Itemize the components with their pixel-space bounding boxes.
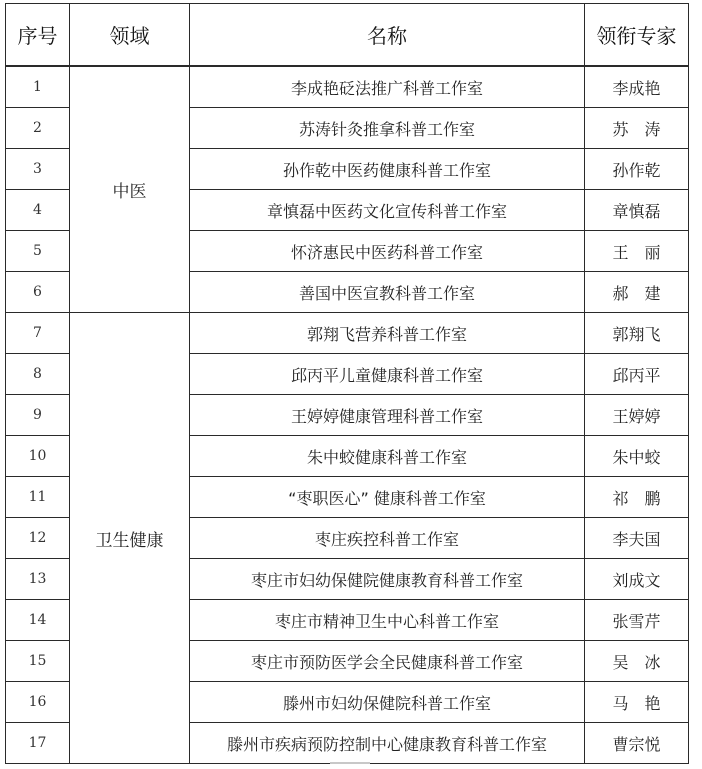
domain-cell: 中医	[70, 66, 190, 313]
row-index-cell: 9	[6, 395, 70, 436]
studio-name-cell: 枣庄疾控科普工作室	[190, 518, 585, 559]
studio-name-cell: 枣庄市妇幼保健院健康教育科普工作室	[190, 559, 585, 600]
table-row	[6, 313, 689, 354]
lead-expert-cell: 张雪芹	[585, 600, 689, 641]
row-index-cell: 2	[6, 108, 70, 149]
studio-table	[5, 3, 689, 764]
row-index-cell: 1	[6, 66, 70, 108]
row-index-cell: 13	[6, 559, 70, 600]
studio-name-cell: 朱中蛟健康科普工作室	[190, 436, 585, 477]
row-index-cell: 14	[6, 600, 70, 641]
lead-expert-cell: 李成艳	[585, 66, 689, 108]
studio-name-cell: 王婷婷健康管理科普工作室	[190, 395, 585, 436]
studio-name-cell: 怀济惠民中医药科普工作室	[190, 231, 585, 272]
row-index-cell: 5	[6, 231, 70, 272]
studio-name-cell: “枣职医心” 健康科普工作室	[190, 477, 585, 518]
lead-expert-cell: 苏 涛	[585, 108, 689, 149]
lead-expert-cell: 邱丙平	[585, 354, 689, 395]
row-index-cell: 7	[6, 313, 70, 354]
lead-expert-cell: 王婷婷	[585, 395, 689, 436]
header-index: 序号	[6, 4, 70, 67]
lead-expert-cell: 祁 鹏	[585, 477, 689, 518]
lead-expert-cell: 郝 建	[585, 272, 689, 313]
row-index-cell: 16	[6, 682, 70, 723]
table-header	[6, 4, 689, 67]
row-index-cell: 8	[6, 354, 70, 395]
studio-name-cell: 滕州市疾病预防控制中心健康教育科普工作室	[190, 723, 585, 764]
lead-expert-cell: 曹宗悦	[585, 723, 689, 764]
lead-expert-cell: 朱中蛟	[585, 436, 689, 477]
header-domain: 领域	[70, 4, 190, 67]
studio-name-cell: 枣庄市预防医学会全民健康科普工作室	[190, 641, 585, 682]
studio-name-cell: 李成艳砭法推广科普工作室	[190, 66, 585, 108]
row-index-cell: 17	[6, 723, 70, 764]
studio-name-cell: 枣庄市精神卫生中心科普工作室	[190, 600, 585, 641]
row-index-cell: 4	[6, 190, 70, 231]
row-index-cell: 10	[6, 436, 70, 477]
lead-expert-cell: 马 艳	[585, 682, 689, 723]
studio-name-cell: 邱丙平儿童健康科普工作室	[190, 354, 585, 395]
lead-expert-cell: 郭翔飞	[585, 313, 689, 354]
domain-cell: 卫生健康	[70, 313, 190, 764]
row-index-cell: 11	[6, 477, 70, 518]
lead-expert-cell: 王 丽	[585, 231, 689, 272]
page-bottom-mark	[330, 762, 370, 764]
table-body	[6, 66, 689, 764]
lead-expert-cell: 孙作乾	[585, 149, 689, 190]
studio-name-cell: 章慎磊中医药文化宣传科普工作室	[190, 190, 585, 231]
row-index-cell: 15	[6, 641, 70, 682]
studio-name-cell: 善国中医宣教科普工作室	[190, 272, 585, 313]
row-index-cell: 6	[6, 272, 70, 313]
lead-expert-cell: 吴 冰	[585, 641, 689, 682]
lead-expert-cell: 李夫国	[585, 518, 689, 559]
table-row	[6, 66, 689, 108]
row-index-cell: 12	[6, 518, 70, 559]
header-row	[6, 4, 689, 67]
studio-name-cell: 孙作乾中医药健康科普工作室	[190, 149, 585, 190]
studio-name-cell: 郭翔飞营养科普工作室	[190, 313, 585, 354]
studio-table-container	[5, 3, 689, 764]
studio-name-cell: 滕州市妇幼保健院科普工作室	[190, 682, 585, 723]
studio-name-cell: 苏涛针灸推拿科普工作室	[190, 108, 585, 149]
row-index-cell: 3	[6, 149, 70, 190]
header-expert: 领衔专家	[585, 4, 689, 67]
header-name: 名称	[190, 4, 585, 67]
lead-expert-cell: 章慎磊	[585, 190, 689, 231]
lead-expert-cell: 刘成文	[585, 559, 689, 600]
